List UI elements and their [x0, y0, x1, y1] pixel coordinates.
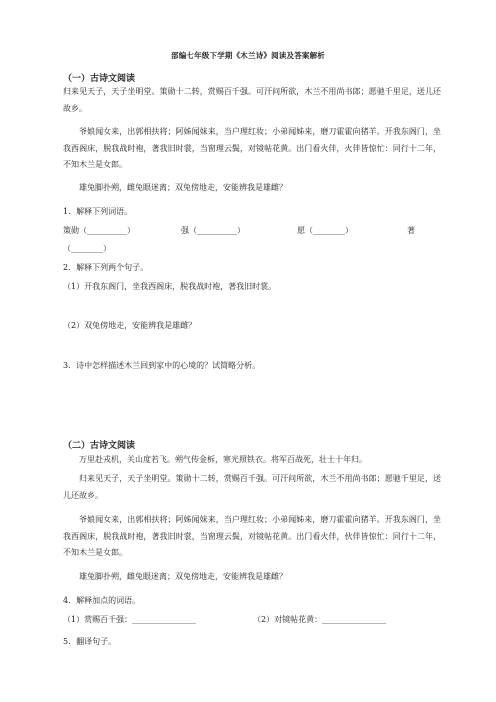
- section-2-para-2: 归来见天子，天子坐明堂。策勋十二转，赏赐百千强。可汗问所欲，木兰不用尚书郎；愿驰千里足，送儿还故乡。: [63, 474, 441, 500]
- question-4-2[interactable]: （2）对镜帖花黄：________________: [253, 615, 387, 624]
- question-2: 2．解释下列两个句子。: [63, 263, 149, 272]
- question-5: 5．翻译句子。: [63, 637, 117, 646]
- section-2-para-1: 万里赴戎机，关山度若飞。朔气传金柝，寒光照铁衣。将军百战死，壮士十年归。: [79, 455, 367, 464]
- question-2-1: （1）开我东阁门，坐我西阁床，脱我战时袍，著我旧时裳。: [63, 282, 277, 291]
- section-2-para-4: 雄兔脚扑朔，雌兔眼迷离；双兔傍地走，安能辨我是雄雌？: [79, 572, 287, 581]
- blank-zhu[interactable]: （________）: [63, 244, 111, 253]
- blank-yuan[interactable]: 愿（________）: [297, 226, 353, 235]
- question-4: 4．解释加点的词语。: [63, 596, 141, 605]
- question-3: 3．诗中怎样描述木兰回到家中的心境的？试简略分析。: [63, 361, 261, 370]
- question-4-1[interactable]: （1）赏赐百千强：________________: [63, 615, 197, 624]
- question-2-2: （2）双兔傍地走，安能辨我是雄雌？: [63, 321, 197, 330]
- blank-zhu-label: 著: [407, 226, 415, 235]
- section-2-heading: （二）古诗文阅读: [63, 441, 136, 451]
- section-1-para-3: 雄兔脚扑朔，雌兔眼迷离；双兔傍地走，安能辨我是雄雌？: [79, 183, 287, 192]
- document-title: 部编七年级下学期《木兰诗》阅读及答案解析: [171, 51, 325, 60]
- section-1-para-1: 归来见天子，天子坐明堂。策勋十二转，赏赐百千强。可汗问所欲，木兰不用尚书郎；愿驰千里足，送儿还故乡。: [63, 87, 441, 113]
- blank-qiang[interactable]: 强（__________）: [181, 226, 245, 235]
- section-1-para-2: 爷娘闻女来，出郭相扶将；阿姊闻妹来，当户理红妆；小弟闻姊来，磨刀霍霍向猪羊。开我东阁门，坐我西阁床，脱我战时袍，著我旧时裳，当窗理云鬓，对镜帖花黄。出门看火伴，火伴皆惊忙：同行十二年，不知木兰是女郎。: [63, 127, 441, 169]
- question-1: 1．解释下列词语。: [63, 207, 133, 216]
- blank-cexun[interactable]: 策勋（__________）: [63, 226, 135, 235]
- section-2-para-3: 爷娘闻女来，出郭相扶将；阿姊闻妹来，当户理红妆；小弟闻姊来，磨刀霍霍向猪羊。开我东阁门，坐我西阁床，脱我战时袍，著我旧时裳，当窗理云鬓，对镜帖花黄。出门看火伴，伙伴皆惊忙：同行十二年，不知木兰是女郎。: [63, 515, 441, 557]
- section-1-heading: （一）古诗文阅读: [63, 74, 136, 84]
